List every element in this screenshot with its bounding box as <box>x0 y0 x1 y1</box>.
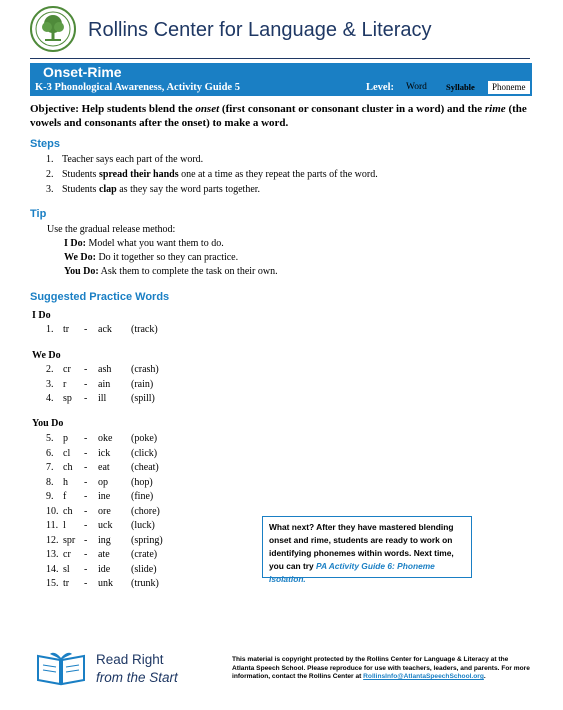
level-label: Level: <box>366 82 394 93</box>
word-dash: - <box>84 378 88 390</box>
word-whole: (fine) <box>131 491 154 502</box>
word-onset: tr <box>63 324 70 335</box>
word-onset: ch <box>63 505 73 517</box>
word-dash: - <box>84 447 88 459</box>
tree-logo-icon <box>30 6 76 52</box>
step-number: 3. <box>46 184 54 195</box>
word-onset: f <box>63 491 67 502</box>
word-number: 11. <box>46 520 59 531</box>
step-item <box>46 154 203 165</box>
word-rime: ack <box>98 324 112 335</box>
word-onset: l <box>63 520 66 531</box>
tip-item <box>64 266 278 277</box>
practice-group-title: We Do <box>32 350 61 361</box>
word-whole: (spring) <box>131 534 163 546</box>
level-syllable: Syllable <box>446 82 475 92</box>
word-rime: op <box>98 476 108 488</box>
objective <box>30 102 535 130</box>
activity-title: Onset-Rime <box>43 64 122 80</box>
word-rime: ate <box>98 549 110 560</box>
word-rime: oke <box>98 433 113 444</box>
step-item <box>46 169 378 180</box>
header-divider <box>30 58 530 59</box>
word-whole: (cheat) <box>131 462 159 473</box>
tip-text: Model what you want them to do. <box>85 238 224 249</box>
objective-text: (first consonant or consonant cluster in a word) and the <box>219 103 485 115</box>
word-number: 7. <box>46 462 54 473</box>
word-dash: - <box>84 563 88 575</box>
word-number: 4. <box>46 393 54 404</box>
word-onset: r <box>63 378 67 390</box>
objective-text: Objective: Help students blend the <box>30 103 196 115</box>
word-dash: - <box>84 549 88 560</box>
word-number: 6. <box>46 447 54 459</box>
word-whole: (trunk) <box>131 578 159 589</box>
brand-line-1: Read Right <box>96 652 164 667</box>
word-rime: ain <box>98 378 111 390</box>
what-next-text: What next? After they have mastered blending onset and rime, students are ready to work on identifying phonemes within words. Next time, you can try <box>269 522 454 571</box>
what-next-box <box>262 516 472 584</box>
word-rime: ide <box>98 563 111 575</box>
step-text: Students <box>62 184 99 195</box>
steps-heading: Steps <box>30 138 60 150</box>
word-rime: ick <box>98 447 111 459</box>
word-number: 2. <box>46 364 54 375</box>
word-number: 1. <box>46 324 54 335</box>
word-number: 14. <box>46 563 59 575</box>
copyright-period: . <box>483 673 486 681</box>
word-dash: - <box>84 393 88 404</box>
word-rime: ash <box>98 364 112 375</box>
word-onset: h <box>63 476 68 488</box>
tip-text: Ask them to complete the task on their own. <box>98 266 278 277</box>
word-whole: (click) <box>131 447 158 459</box>
practice-heading: Suggested Practice Words <box>30 291 170 303</box>
word-onset: p <box>63 433 68 444</box>
step-number: 2. <box>46 169 54 180</box>
word-rime: ill <box>98 393 107 404</box>
word-number: 10. <box>46 505 59 517</box>
word-dash: - <box>84 476 88 488</box>
word-rime: uck <box>98 520 113 531</box>
word-whole: (poke) <box>131 433 158 444</box>
step-text: Students <box>62 169 99 180</box>
copyright-text: This material is copyright protected by the Rollins Center for Language & Literacy at the Atlanta Speech School. Please reproduce for use with teachers, leaders, and parents. For more information, contact the Rollins Center at <box>232 656 530 681</box>
step-text: Teacher says each part of the word. <box>62 154 204 165</box>
open-book-icon <box>34 648 88 688</box>
tip-text: Do it together so they can practice. <box>95 252 239 263</box>
tip-label: I Do: <box>64 238 86 249</box>
word-dash: - <box>84 491 88 502</box>
activity-banner <box>30 63 532 96</box>
brand-line-2: from the Start <box>96 670 178 685</box>
objective-text: (the vowels and consonants after the onset) to make a word. <box>30 103 527 129</box>
tip-item <box>64 238 224 249</box>
word-onset: cl <box>63 447 71 459</box>
word-whole: (rain) <box>131 378 154 390</box>
word-onset: cr <box>63 364 71 375</box>
level-phoneme: Phoneme <box>488 81 530 94</box>
organization-name: Rollins Center for Language & Literacy <box>88 19 432 41</box>
word-rime: ine <box>98 491 111 502</box>
word-dash: - <box>84 364 88 375</box>
tip-label: We Do: <box>64 252 96 263</box>
objective-term-onset: onset <box>195 103 220 115</box>
word-whole: (luck) <box>131 520 155 531</box>
objective-term-rime: rime <box>484 103 506 115</box>
practice-group-title: You Do <box>32 418 64 429</box>
activity-subtitle: K-3 Phonological Awareness, Activity Guide 5 <box>35 82 240 93</box>
word-dash: - <box>84 505 88 517</box>
contact-email-link[interactable]: RollinsInfo@AtlantaSpeechSchool.org <box>363 673 484 681</box>
word-onset: cr <box>63 549 71 560</box>
word-dash: - <box>84 578 88 589</box>
word-rime: ing <box>98 534 111 546</box>
what-next-link[interactable]: PA Activity Guide 6: Phoneme Isolation. <box>269 561 435 584</box>
copyright-notice <box>232 656 532 682</box>
word-dash: - <box>84 462 88 473</box>
level-word: Word <box>406 82 427 92</box>
word-rime: ore <box>98 505 111 517</box>
word-onset: sl <box>63 563 70 575</box>
word-number: 3. <box>46 378 54 390</box>
word-onset: ch <box>63 462 73 473</box>
word-number: 13. <box>46 549 59 560</box>
step-number: 1. <box>46 154 54 165</box>
word-dash: - <box>84 520 88 531</box>
step-emphasis: spread their hands <box>98 169 179 180</box>
word-dash: - <box>84 534 88 546</box>
word-number: 9. <box>46 491 54 502</box>
word-onset: tr <box>63 578 70 589</box>
word-dash: - <box>84 433 88 444</box>
word-onset: spr <box>63 534 76 546</box>
header <box>30 6 530 52</box>
tip-item <box>64 252 238 263</box>
word-whole: (crate) <box>131 549 158 560</box>
word-whole: (slide) <box>131 563 157 575</box>
word-whole: (hop) <box>131 476 153 488</box>
word-whole: (track) <box>131 324 158 335</box>
word-dash: - <box>84 324 88 335</box>
step-text: as they say the word parts together. <box>116 184 261 195</box>
tip-intro: Use the gradual release method: <box>47 224 176 235</box>
word-onset: sp <box>63 393 72 404</box>
practice-group-title: I Do <box>32 310 51 321</box>
word-whole: (spill) <box>131 393 155 404</box>
word-rime: eat <box>98 462 110 473</box>
word-number: 15. <box>46 578 59 589</box>
word-whole: (crash) <box>131 364 159 375</box>
word-rime: unk <box>98 578 113 589</box>
step-item <box>46 184 260 195</box>
tip-heading: Tip <box>30 208 47 220</box>
step-text: one at a time as they repeat the parts of the word. <box>178 169 378 180</box>
word-whole: (chore) <box>131 505 160 517</box>
word-number: 8. <box>46 476 54 488</box>
word-number: 12. <box>46 534 59 546</box>
word-number: 5. <box>46 433 54 444</box>
step-emphasis: clap <box>98 184 117 195</box>
tip-label: You Do: <box>64 266 99 277</box>
